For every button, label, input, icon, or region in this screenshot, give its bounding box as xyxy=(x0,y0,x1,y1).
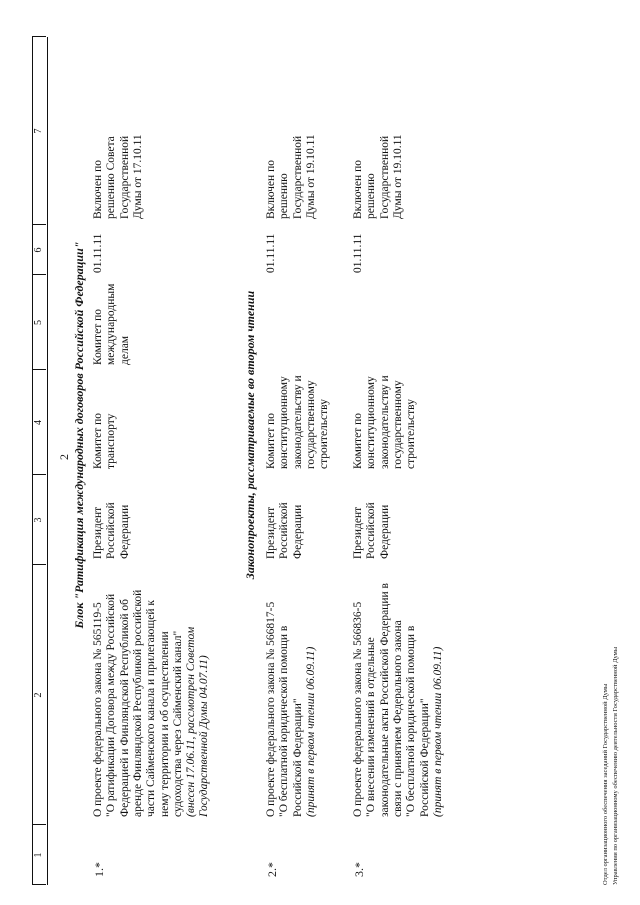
bill-title-line: О проекте федерального закона № 565119-5 xyxy=(92,602,104,817)
co-committee-line: Комитет по xyxy=(92,309,104,365)
committee-line: государственному xyxy=(304,380,317,469)
author-line: Федерации xyxy=(118,504,131,559)
committee-line: законодательству и xyxy=(378,375,391,469)
bill-title-line: "О ратификации Договора между Российской xyxy=(105,593,118,817)
row-number: 1.* xyxy=(92,862,106,877)
column-header-3: 3 xyxy=(33,517,44,523)
column-divider xyxy=(32,564,46,565)
bill-title-line: О проекте федерального закона № 566817-5 xyxy=(265,601,277,817)
author-line: Президент xyxy=(92,506,104,559)
bill-note-line: (принят в первом чтении 06.09.11) xyxy=(304,646,317,817)
co-committee-line: международным xyxy=(105,283,118,365)
date: 01.11.11 xyxy=(352,233,364,273)
status-line: решению xyxy=(278,173,291,219)
column-divider xyxy=(32,474,46,475)
bill-title-line: "О бесплатной юридической помощи в xyxy=(405,625,418,817)
status-line: Государственной xyxy=(118,135,131,219)
column-header-6: 6 xyxy=(33,247,44,253)
bill-title-line: аренде Финляндской Республикой российской xyxy=(131,589,144,817)
section-title: Законопроекты, рассматриваемые во втором чтении xyxy=(243,290,257,580)
bill-note-line: (принят в первом чтении 06.09.11) xyxy=(431,646,444,817)
row-number: 3.* xyxy=(352,862,366,877)
author-line: Российской xyxy=(105,502,118,559)
author-line: Президент xyxy=(265,506,277,559)
footer-line-2: Управления по организационному обеспечению деятельности Государственной Думы xyxy=(612,646,619,885)
status-line: Думы от 19.10.11 xyxy=(304,134,317,219)
status-line: Думы от 17.10.11 xyxy=(131,134,144,219)
block-title: Блок "Ратификация международных договоров Российской Федерации" xyxy=(72,241,86,629)
status-line: решению Совета xyxy=(105,136,118,219)
bill-title-line: законодательные акты Российской Федерации в xyxy=(378,583,391,817)
committee-line: строительству xyxy=(318,399,331,469)
column-header-5: 5 xyxy=(33,320,44,325)
bill-title-line: нему территории и об осуществлении xyxy=(158,631,171,817)
status-line: Включен по xyxy=(352,160,364,219)
author-line: Российской xyxy=(365,502,378,559)
bill-note-line: (внесен 17.06.11, рассмотрен Советом xyxy=(185,626,198,817)
bill-note-line: Государственной Думы 04.07.11) xyxy=(198,655,211,817)
bill-title-line: Российской Федерации" xyxy=(291,698,304,817)
bill-title-line: О проекте федерального закона № 566836-5 xyxy=(352,601,364,817)
committee-line: Комитет по xyxy=(265,413,277,469)
status-line: Думы от 19.10.11 xyxy=(391,134,404,219)
committee-line: государственному xyxy=(391,380,404,469)
status-line: решению xyxy=(365,173,378,219)
status-line: Включен по xyxy=(92,160,104,219)
committee-line: строительству xyxy=(405,399,418,469)
bill-title-line: Федерацией и Финляндской Республикой об xyxy=(118,599,131,817)
committee-line: законодательству и xyxy=(291,375,304,469)
committee-line: Комитет по xyxy=(352,413,364,469)
column-divider xyxy=(32,824,46,825)
co-committee-line: делам xyxy=(118,335,131,365)
page-number: 2 xyxy=(57,454,71,460)
author-line: Федерации xyxy=(378,504,391,559)
date: 01.11.11 xyxy=(92,233,104,273)
author-line: Федерации xyxy=(291,504,304,559)
status-line: Включен по xyxy=(265,160,277,219)
column-divider xyxy=(32,369,46,370)
column-header-1: 1 xyxy=(33,852,44,858)
bill-title-line: "О внесении изменений в отдельные xyxy=(365,637,378,817)
bill-title-line: части Сайменского канала и прилегающей к xyxy=(145,600,158,817)
bill-title-line: судоходства через Сайменский канал" xyxy=(171,630,184,817)
column-divider xyxy=(32,274,46,275)
bill-title-line: связи с принятием Федерального закона xyxy=(391,620,404,817)
bill-title-line: Российской Федерации" xyxy=(418,698,431,817)
date: 01.11.11 xyxy=(265,233,277,273)
column-header-2: 2 xyxy=(33,692,44,698)
committee-line: конституционному xyxy=(278,376,291,469)
status-line: Государственной xyxy=(378,135,391,219)
bill-title-line: "О бесплатной юридической помощи в xyxy=(278,625,291,817)
committee-line: транспорту xyxy=(105,413,118,469)
footer-line-1: Отдел организационного обеспечения заседаний Государственной Думы xyxy=(602,683,609,885)
committee-line: конституционному xyxy=(365,376,378,469)
committee-line: Комитет по xyxy=(92,413,104,469)
author-line: Российской xyxy=(278,502,291,559)
author-line: Президент xyxy=(352,506,364,559)
row-number: 2.* xyxy=(265,862,279,877)
status-line: Государственной xyxy=(291,135,304,219)
column-divider xyxy=(32,224,46,225)
column-header-4: 4 xyxy=(33,420,44,425)
column-header-7: 7 xyxy=(33,128,44,134)
